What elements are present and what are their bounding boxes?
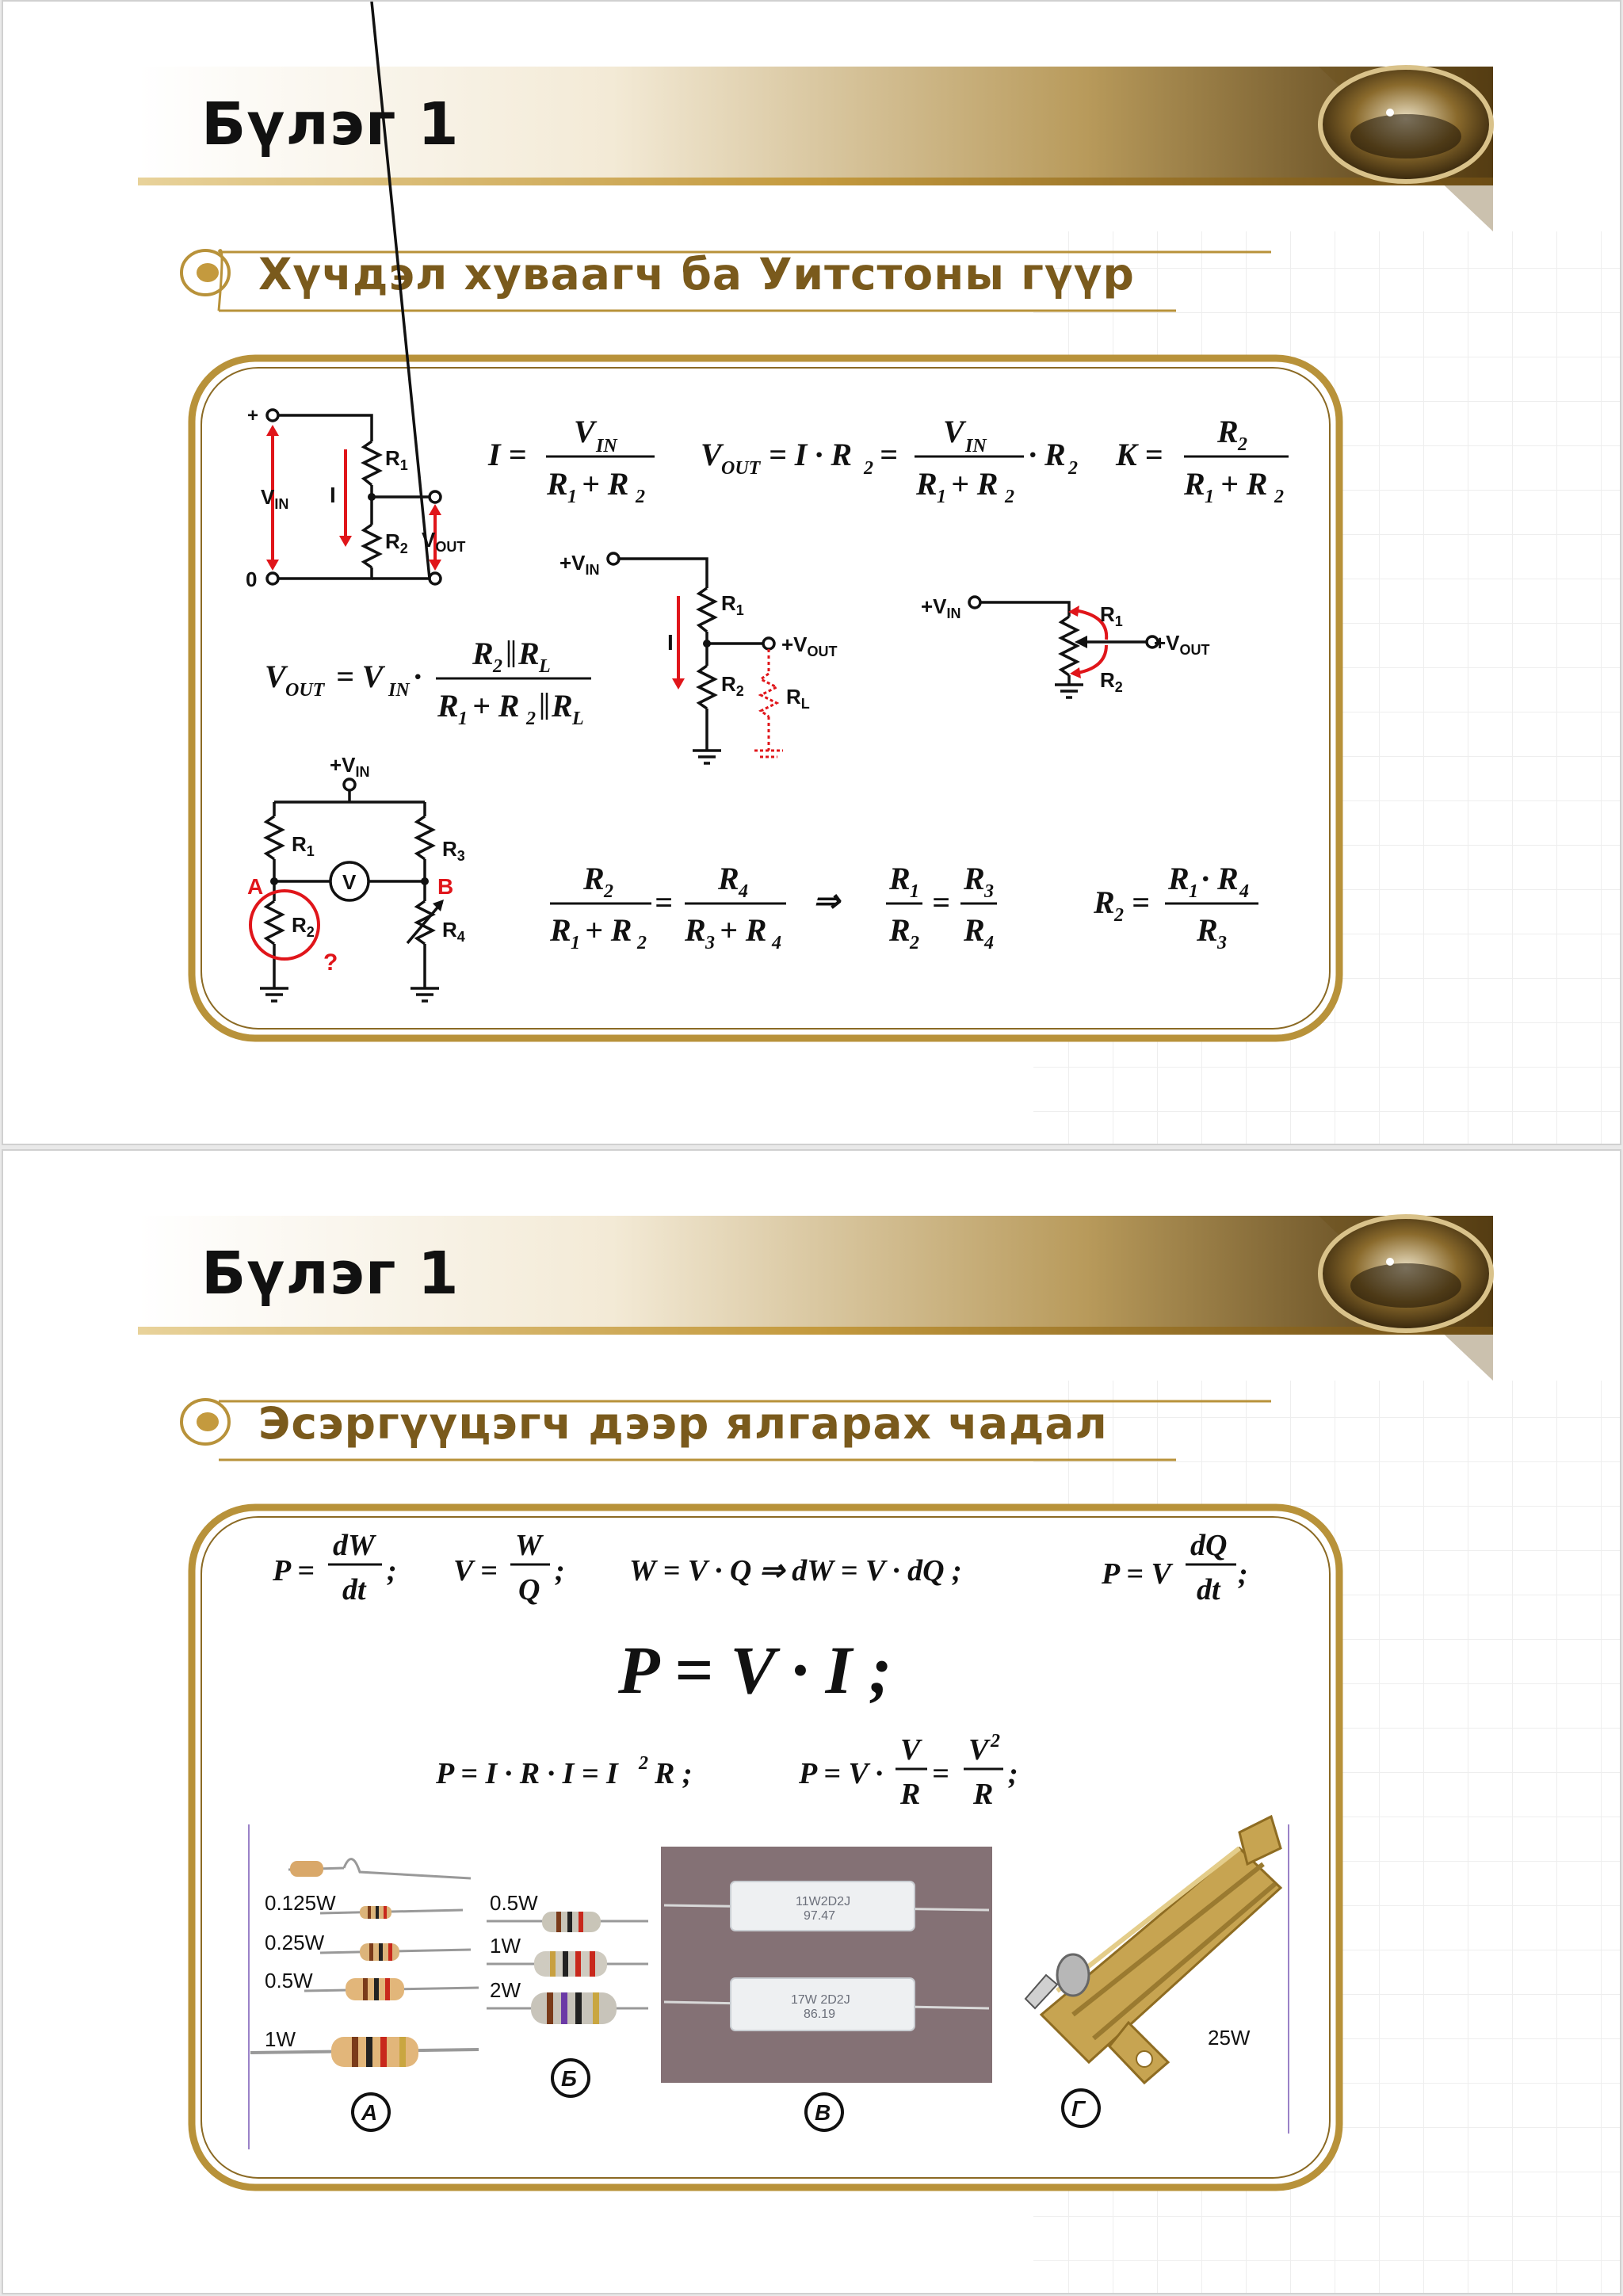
svg-text:1: 1 [1205,487,1214,507]
formula-power-vi [617,1632,892,1708]
slide-2-content [3,1151,1621,2294]
loaded-vin-sub: IN [585,562,600,578]
pot-vin-label [921,594,961,621]
r1-label [385,446,408,473]
svg-text:R: R [916,466,938,502]
photo-g-letter: Г [1071,2096,1086,2121]
svg-text:R ;: R ; [655,1757,693,1790]
bridge-r1-label [292,832,315,859]
svg-text:P = V ·: P = V · [799,1757,884,1790]
photo-v-marking-1: 11W2D2J [796,1895,851,1908]
pot-r2-sub: 2 [1114,679,1123,695]
loaded-vin-main: +V [559,551,586,575]
svg-text:+ R: + R [951,466,999,502]
vout-main: V [422,528,436,552]
svg-text:· R: · R [1201,861,1239,896]
photo-b-letter: Б [561,2066,577,2091]
vin-label-sub: IN [274,496,289,512]
svg-text:;: ; [1238,1557,1248,1591]
photo-a-label-4: 1W [265,2027,296,2051]
formula-loaded-vout [265,636,591,729]
svg-text:OUT: OUT [285,680,325,701]
svg-text:2: 2 [864,458,873,479]
svg-text:2: 2 [1114,905,1124,926]
svg-text:dt: dt [1197,1573,1220,1606]
bridge-r3-label [442,837,465,864]
bridge-r1-main: R [292,832,307,856]
svg-text:V: V [265,659,286,694]
svg-text:3: 3 [1217,933,1227,953]
photo-a-label-1: 0.125W [265,1891,336,1915]
slide-title: Бүлэг 1 [201,1240,460,1308]
svg-text:V: V [701,437,722,472]
node-b-label: B [437,874,454,899]
formula-current [487,414,655,507]
svg-text:1: 1 [910,881,919,902]
svg-text:Q: Q [518,1573,540,1606]
svg-text:1: 1 [458,709,468,729]
photo-g-aluminum-resistor [1003,1817,1289,2134]
bridge-r4-main: R [442,918,457,942]
formula-bridge-r2 [1093,861,1258,953]
svg-text:2: 2 [1005,487,1014,507]
svg-text:2: 2 [493,656,502,677]
voltmeter-label: V [342,870,357,894]
pot-r1-label [1100,602,1123,629]
unknown-resistor-mark: ? [323,949,338,976]
slide-title: Бүлэг 1 [201,90,460,159]
bridge-r2-label [292,913,315,940]
loaded-vout-main: +V [781,632,808,656]
pot-vin-sub: IN [946,606,961,621]
svg-text:R: R [1184,466,1205,502]
svg-text:R: R [1168,861,1190,896]
svg-text:2: 2 [1068,458,1078,479]
loaded-current-label: I [667,630,674,655]
voltage-divider-circuit [266,2,441,584]
svg-text:P = I · R · I = I: P = I · R · I = I [436,1757,618,1790]
svg-text:4: 4 [984,933,994,953]
svg-text:=: = [880,437,898,472]
svg-text:P =: P = [273,1554,315,1587]
pot-r2-main: R [1100,668,1115,692]
node-a-label: A [247,874,264,899]
pot-r2-label [1100,668,1123,695]
svg-text:3: 3 [705,933,715,953]
svg-text:3: 3 [984,881,994,902]
svg-text:R: R [718,861,739,896]
vin-label-main: V [261,485,275,509]
bridge-vin-label [330,753,370,780]
bridge-r3-sub: 3 [456,848,465,864]
svg-text:IN: IN [596,436,617,457]
photo-a-letter: А [361,2100,378,2125]
svg-text:=: = [932,884,950,920]
photo-v-ceramic-resistors [661,1847,992,2130]
loaded-vout-sub: OUT [807,644,838,659]
svg-text:1: 1 [1189,881,1198,902]
photo-b-label-2: 1W [490,1934,521,1958]
svg-text:V =: V = [453,1554,498,1587]
svg-text:V: V [968,1733,989,1767]
bridge-r2-sub: 2 [306,924,315,940]
pot-vout-label [1154,631,1210,658]
svg-text:⇒: ⇒ [813,883,840,919]
svg-text:R: R [964,912,985,948]
svg-text:IN: IN [388,680,410,701]
zero-terminal-label: 0 [246,567,258,591]
svg-text:1: 1 [937,487,946,507]
formula-power-dq [1101,1529,1248,1606]
loaded-vin-label [559,551,600,578]
svg-text:L: L [572,709,584,729]
svg-text:dt: dt [342,1573,366,1606]
loaded-rl-main: R [786,685,801,709]
slide-2 [2,1149,1621,2294]
svg-text:;: ; [387,1554,397,1587]
photo-b-label-3: 2W [490,1978,521,2002]
formula-energy [629,1554,962,1587]
svg-text:· R: · R [1029,437,1066,472]
svg-text:R: R [1094,884,1115,920]
current-label: I [330,483,336,507]
svg-text:IN: IN [965,436,987,457]
svg-text:4: 4 [739,881,748,902]
bridge-r4-sub: 4 [456,929,465,945]
svg-text:R: R [900,1778,921,1811]
loaded-r2-main: R [721,672,736,696]
svg-text:+ R: + R [1220,466,1268,502]
svg-text:2: 2 [1274,487,1284,507]
slide-subtitle: Эсэргүүцэгч дээр ялгарах чадал [258,1398,1108,1449]
svg-text:2: 2 [636,487,645,507]
r2-label [385,529,408,556]
svg-text:2: 2 [639,1753,648,1774]
r1-main: R [385,446,400,470]
loaded-rl-sub: L [800,696,810,712]
svg-text:= I · R: = I · R [769,437,853,472]
pot-r1-main: R [1100,602,1115,626]
formula-voltage-definition [453,1529,565,1606]
svg-text:=: = [932,1757,949,1790]
svg-text:dQ: dQ [1190,1529,1228,1562]
r2-sub: 2 [399,541,408,556]
svg-text:+ R: + R [720,912,767,948]
slide-subtitle: Хүчдэл хуваагч ба Уитстоны гүүр [258,249,1135,300]
plus-terminal-label: + [247,405,259,426]
formula-k [1115,414,1289,507]
svg-text:R: R [547,466,568,502]
photo-v-marking-2: 97.47 [804,1909,836,1923]
svg-text:P = V: P = V [1102,1557,1171,1591]
bridge-vin-main: +V [330,753,356,777]
svg-text:2: 2 [910,933,919,953]
svg-text:= V: = V [336,659,384,694]
svg-text:W: W [515,1529,542,1562]
svg-text:+ R: + R [472,688,520,724]
svg-text:dW: dW [333,1529,375,1562]
loaded-r2-label [721,672,744,699]
svg-text:R: R [889,861,911,896]
vout-sub: OUT [435,539,466,555]
r2-main: R [385,529,400,553]
svg-text:2: 2 [1238,434,1247,455]
potentiometer-circuit [969,597,1158,697]
photo-a-label-2: 0.25W [265,1931,325,1954]
bridge-r2-main: R [292,913,307,937]
svg-text:P = V · I ;: P = V · I ; [618,1632,892,1708]
svg-text:4: 4 [1239,881,1249,902]
slide-1 [2,0,1621,1145]
vout-label [422,528,465,555]
svg-text:R: R [1197,912,1218,948]
svg-text:2: 2 [604,881,613,902]
svg-text:4: 4 [772,933,781,953]
formula-power-i2r [435,1753,693,1790]
svg-text:·: · [414,659,422,694]
svg-text:R: R [964,861,985,896]
svg-text:+ R: + R [585,912,632,948]
bridge-vin-sub: IN [355,764,370,780]
svg-text:R: R [552,688,573,724]
r1-sub: 1 [399,457,408,473]
svg-text:R: R [550,912,571,948]
svg-text:W = V · Q ⇒ dW = V · dQ ;: W = V · Q ⇒ dW = V · dQ ; [629,1554,962,1587]
svg-text:V: V [574,414,595,449]
svg-text:+ R: + R [582,466,629,502]
photo-v-marking-3: 17W 2D2J [791,1993,850,2007]
photo-v-marking-4: 86.19 [804,2008,836,2021]
loaded-vout-label [781,632,838,659]
svg-text:R: R [685,912,706,948]
svg-text:R: R [518,636,540,671]
svg-text:V: V [943,414,964,449]
vin-label [261,485,288,512]
pot-vout-sub: OUT [1179,642,1210,658]
formula-power-v2r [798,1731,1018,1811]
svg-text:R: R [472,636,494,671]
photo-a-label-3: 0.5W [265,1969,313,1992]
svg-text:1: 1 [571,933,580,953]
loaded-r1-sub: 1 [735,602,744,618]
svg-text:1: 1 [567,487,577,507]
svg-text:R: R [889,912,911,948]
svg-text:2: 2 [526,709,536,729]
svg-text:OUT: OUT [721,458,761,479]
formula-power-definition [272,1529,397,1606]
svg-text:=: = [1132,884,1150,920]
svg-text:;: ; [1008,1757,1018,1790]
svg-text:R: R [437,688,459,724]
svg-text:R: R [583,861,605,896]
bridge-r1-sub: 1 [306,843,315,859]
svg-text:;: ; [555,1554,565,1587]
svg-text:I =: I = [488,437,527,472]
slide-1-content [3,2,1621,1145]
loaded-rl-label [786,685,810,712]
svg-text:L: L [539,656,551,677]
svg-text:R: R [1217,414,1239,449]
loaded-r1-label [721,591,744,618]
formula-vout [701,414,1078,507]
pot-r1-sub: 1 [1114,613,1123,629]
loaded-r2-sub: 2 [735,683,744,699]
svg-text:2: 2 [991,1731,1000,1752]
svg-text:K =: K = [1116,437,1163,472]
photo-b-label-1: 0.5W [490,1891,538,1915]
loaded-r1-main: R [721,591,736,615]
formula-bridge-ratio [886,861,997,953]
photo-g-label: 25W [1208,2026,1251,2050]
svg-text:R: R [973,1778,994,1811]
formula-bridge-balance [549,861,842,953]
pot-vout-main: +V [1154,631,1180,655]
svg-text:V: V [900,1733,921,1767]
loaded-divider-circuit [608,553,783,763]
bridge-r4-label [442,918,465,945]
svg-text:2: 2 [637,933,647,953]
pot-vin-main: +V [921,594,947,618]
bridge-r3-main: R [442,837,457,861]
photo-v-letter: В [815,2100,831,2125]
svg-text:=: = [655,884,673,920]
